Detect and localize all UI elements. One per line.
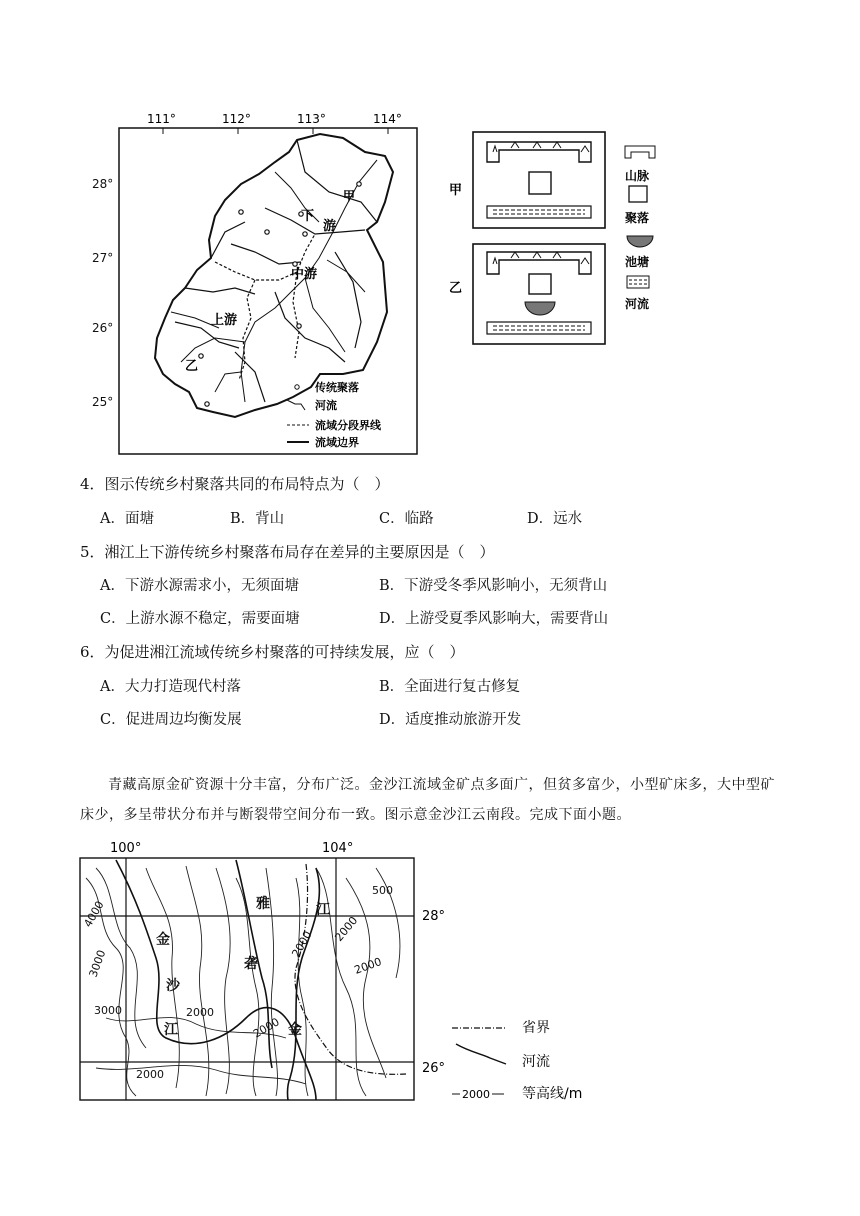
region-label-shangyou: 上游: [211, 313, 238, 328]
contour-label: 2000: [136, 1068, 164, 1081]
map2-lat-label: 28°: [422, 909, 446, 924]
question-6-stem: 6．为促进湘江流域传统乡村聚落的可持续发展，应（ ）: [80, 643, 465, 661]
layout-legend-settlement: 聚落: [625, 211, 650, 225]
q6-option-d[interactable]: D．适度推动旅游开发: [379, 712, 522, 728]
region-label-yi: 乙: [185, 359, 199, 374]
river-char: 砻: [244, 956, 258, 972]
river-char: 江: [316, 902, 330, 918]
lon-label: 111°: [147, 112, 176, 126]
layout-label-yi: 乙: [449, 281, 463, 296]
map2-legend-sample: 2000: [462, 1088, 490, 1101]
xiang-river-map: [115, 112, 420, 457]
map2-legend-contour: 等高线/m: [522, 1086, 583, 1102]
map1-legend-boundary: 流域边界: [315, 436, 359, 449]
river-char: 金: [156, 932, 170, 948]
contour-label: 3000: [94, 1004, 122, 1017]
lat-label: 28°: [92, 177, 114, 191]
lat-label: 27°: [92, 251, 114, 265]
question-4-stem: 4．图示传统乡村聚落共同的布局特点为（ ）: [80, 475, 390, 493]
lat-label: 26°: [92, 321, 114, 335]
contour-label: 2000: [352, 955, 384, 977]
settlement-layout-diagram: [445, 128, 675, 350]
contour-label: 4000: [81, 898, 107, 930]
region-label-zhongyou: 中游: [291, 267, 318, 282]
map2-lon-label: 100°: [110, 841, 142, 856]
river-char: 沙: [166, 978, 180, 994]
layout-legend-mountain: 山脉: [625, 169, 650, 183]
contour-label: 2000: [289, 928, 315, 960]
map2-lon-label: 104°: [322, 841, 354, 856]
layout-label-jia: 甲: [449, 183, 463, 198]
q4-option-c[interactable]: C．临路: [379, 511, 434, 527]
jinsha-river-map: [76, 838, 596, 1104]
layout-legend-pond: 池塘: [625, 255, 650, 269]
q5-option-c[interactable]: C．上游水源不稳定，需要面塘: [100, 611, 300, 627]
contour-label: 2000: [251, 1015, 282, 1041]
question-5-stem: 5．湘江上下游传统乡村聚落布局存在差异的主要原因是（ ）: [80, 543, 495, 561]
lon-label: 114°: [373, 112, 402, 126]
region-label-xiayou-2: 游: [323, 219, 337, 234]
river-char: 江: [164, 1022, 178, 1038]
q5-option-d[interactable]: D．上游受夏季风影响大，需要背山: [379, 611, 609, 627]
lat-label: 25°: [92, 395, 114, 409]
q6-option-c[interactable]: C．促进周边均衡发展: [100, 712, 242, 728]
q4-option-d[interactable]: D．远水: [527, 511, 583, 527]
river-char: 雅: [256, 896, 270, 912]
river-char: 金: [288, 1022, 302, 1038]
contour-label: 2000: [186, 1006, 214, 1019]
q5-option-a[interactable]: A．下游水源需求小，无须面塘: [100, 578, 299, 594]
lon-label: 112°: [222, 112, 251, 126]
region-label-xiayou-1: 下: [301, 209, 315, 224]
q6-option-b[interactable]: B．全面进行复古修复: [379, 679, 521, 695]
map1-legend-settlement: 传统聚落: [315, 381, 359, 394]
contour-label: 2000: [332, 914, 361, 944]
map1-legend-river: 河流: [315, 399, 337, 412]
q6-option-a[interactable]: A．大力打造现代村落: [100, 679, 241, 695]
layout-legend-river: 河流: [625, 297, 650, 311]
region-label-jia: 甲: [343, 189, 356, 203]
contour-label: 3000: [86, 948, 109, 980]
contour-label: 500: [372, 884, 393, 897]
q4-option-b[interactable]: B．背山: [230, 511, 285, 527]
map2-lat-label: 26°: [422, 1061, 446, 1076]
passage-text: 青藏高原金矿资源十分丰富，分布广泛。金沙江流域金矿点多面广，但贫多富少，小型矿床多，大中型矿床少，多呈带状分布并与断裂带空间分布一致。图示意金沙江云南段。完成下面小题。: [80, 777, 775, 823]
map2-legend-province: 省界: [522, 1020, 550, 1036]
q4-option-a[interactable]: A．面塘: [100, 511, 154, 527]
map2-legend-river: 河流: [522, 1054, 550, 1070]
lon-label: 113°: [297, 112, 326, 126]
q5-option-b[interactable]: B．下游受冬季风影响小，无须背山: [379, 578, 608, 594]
map1-legend-segment: 流域分段界线: [315, 419, 381, 432]
